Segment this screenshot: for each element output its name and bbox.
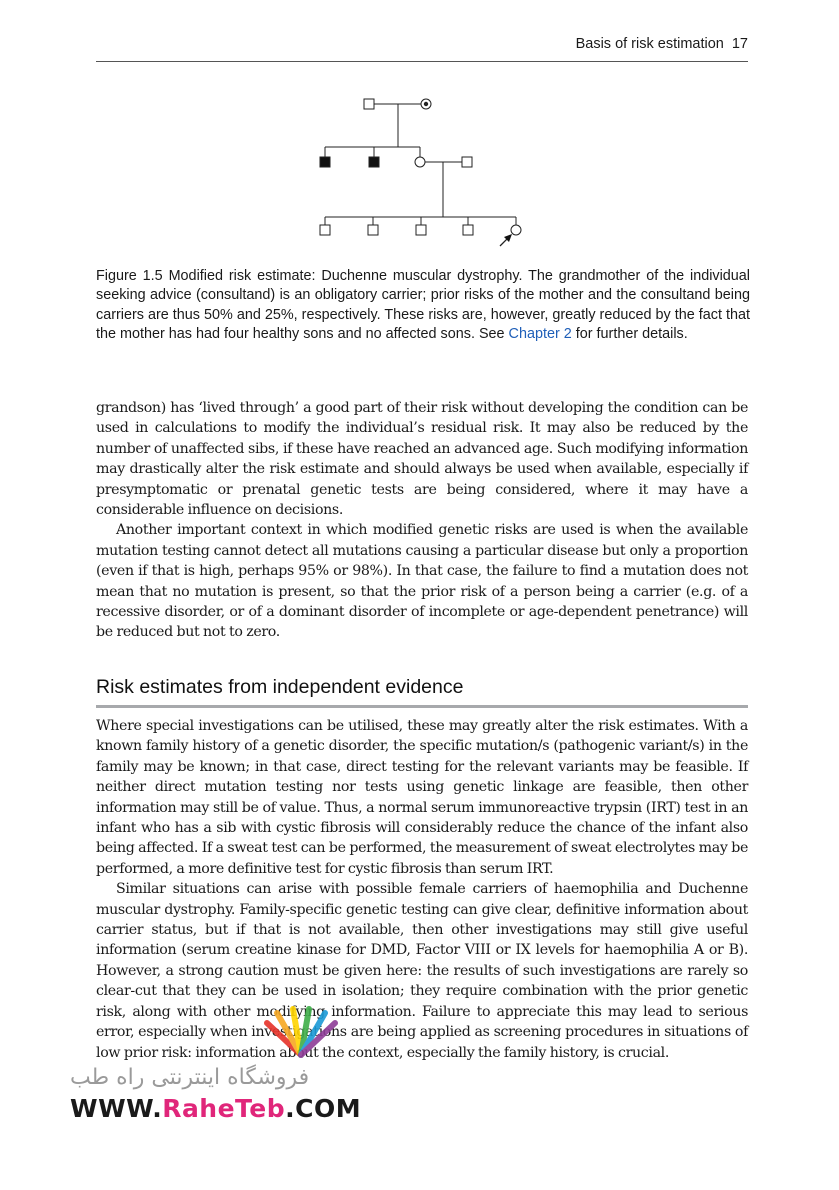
running-head xyxy=(96,36,748,52)
paragraph: Where special investigations can be utilised, these may greatly alter the risk estimates. With a known family history of a genetic disorder, the specific mutation/s (pathogenic variant/s) in the family may be known; in that case, direct testing for the relevant variants may be feasible. If neither direct mutation testing nor tests using genetic linkage are feasible, then other information may still be of value. Thus, a normal serum immunoreactive trypsin (IRT) test in an infant who has a sib with cystic fibrosis will considerably reduce the chance of the infant also being affected. If a sweat test can be performed, the measurement of sweat electrolytes may be performed, a more definitive test for cystic fibrosis than serum IRT. xyxy=(96,718,748,877)
paragraph: Similar situations can arise with possible female carriers of haemophilia and Duchenne muscular dystrophy. Family-specific genetic testing can give clear, definitive information about carrier status, but if that is not available, then other investigations may still give useful information (serum creatine kinase for DMD, Factor VIII or IX levels for haemophilia A or B). However, a strong caution must be given here: the results of such investigations are rarely so clear-cut that they can be used in isolation; they require combination with the prior genetic risk, along with other modifying information. Failure to appreciate this may lead to serious error, especially when investigations are being applied as screening procedures in situations of low prior risk: information about the context, especially the family history, is crucial. xyxy=(96,881,748,1061)
caption-end: for further details. xyxy=(571,325,688,342)
figure-caption xyxy=(96,267,750,344)
pedigree-grandfather xyxy=(364,99,374,109)
pedigree-affected-son xyxy=(320,157,330,167)
running-head-title: Basis of risk estimation xyxy=(575,36,724,52)
paragraph: Another important context in which modified genetic risks are used is when the available mutation testing cannot detect all mutations causing a particular disease but only a proportion (even if that is high, perhaps 95% or 98%). In that case, the failure to find a mutation does not mean that no mutation is present, so that the prior risk of a person being a carrier (e.g. of a recessive disorder, or of a dominant disorder of incomplete or age-dependent penetrance) will be reduced but not to zero. xyxy=(96,522,748,641)
header-rule xyxy=(96,61,748,62)
pedigree-consultand xyxy=(511,225,521,235)
pedigree-healthy-son xyxy=(368,225,378,235)
page-number: 17 xyxy=(731,36,748,52)
watermark-url xyxy=(70,1094,361,1123)
watermark-persian: فروشگاه اینترنتی راه طب xyxy=(70,1065,310,1090)
caption-label: Figure 1.5 xyxy=(96,268,163,284)
pedigree-father xyxy=(462,157,472,167)
body-text-top xyxy=(96,398,748,643)
body-text-section xyxy=(96,716,748,1063)
pedigree-healthy-son xyxy=(463,225,473,235)
caption-text: Modified risk estimate: Duchenne muscular dystrophy. The grandmother of the individual seeking advice (consultand) is an obligatory carrier; prior risks of the mother and the consultand being carriers are thus 50% and 25%, respectively. These risks are, however, greatly reduced by the fact that the mother has had four healthy sons and no affected sons. See xyxy=(96,268,750,342)
watermark-url-suffix: .COM xyxy=(285,1094,362,1123)
pedigree-affected-son xyxy=(369,157,379,167)
watermark-url-prefix: WWW. xyxy=(70,1094,163,1123)
pedigree-healthy-son xyxy=(416,225,426,235)
pedigree-mother xyxy=(415,157,425,167)
pedigree-carrier-dot xyxy=(424,102,428,106)
pedigree-diagram xyxy=(300,90,540,250)
chapter-link[interactable]: Chapter 2 xyxy=(508,325,572,342)
paragraph: grandson) has ‘lived through’ a good part of their risk without developing the condition can be used in calculations to modify the individual’s residual risk. It may also be reduced by the number of unaffected sibs, if these have reached an advanced age. Such modifying information may drastically alter the risk estimate and should always be used when available, especially if presymptomatic or prenatal genetic tests are being considered, where it may have a considerable influence on decisions. xyxy=(96,400,748,519)
section-heading: Risk estimates from independent evidence xyxy=(96,676,464,698)
pedigree-healthy-son xyxy=(320,225,330,235)
watermark-url-brand: RaheTeb xyxy=(162,1094,286,1123)
watermark-book-logo-icon xyxy=(253,1005,349,1061)
section-rule xyxy=(96,705,748,708)
